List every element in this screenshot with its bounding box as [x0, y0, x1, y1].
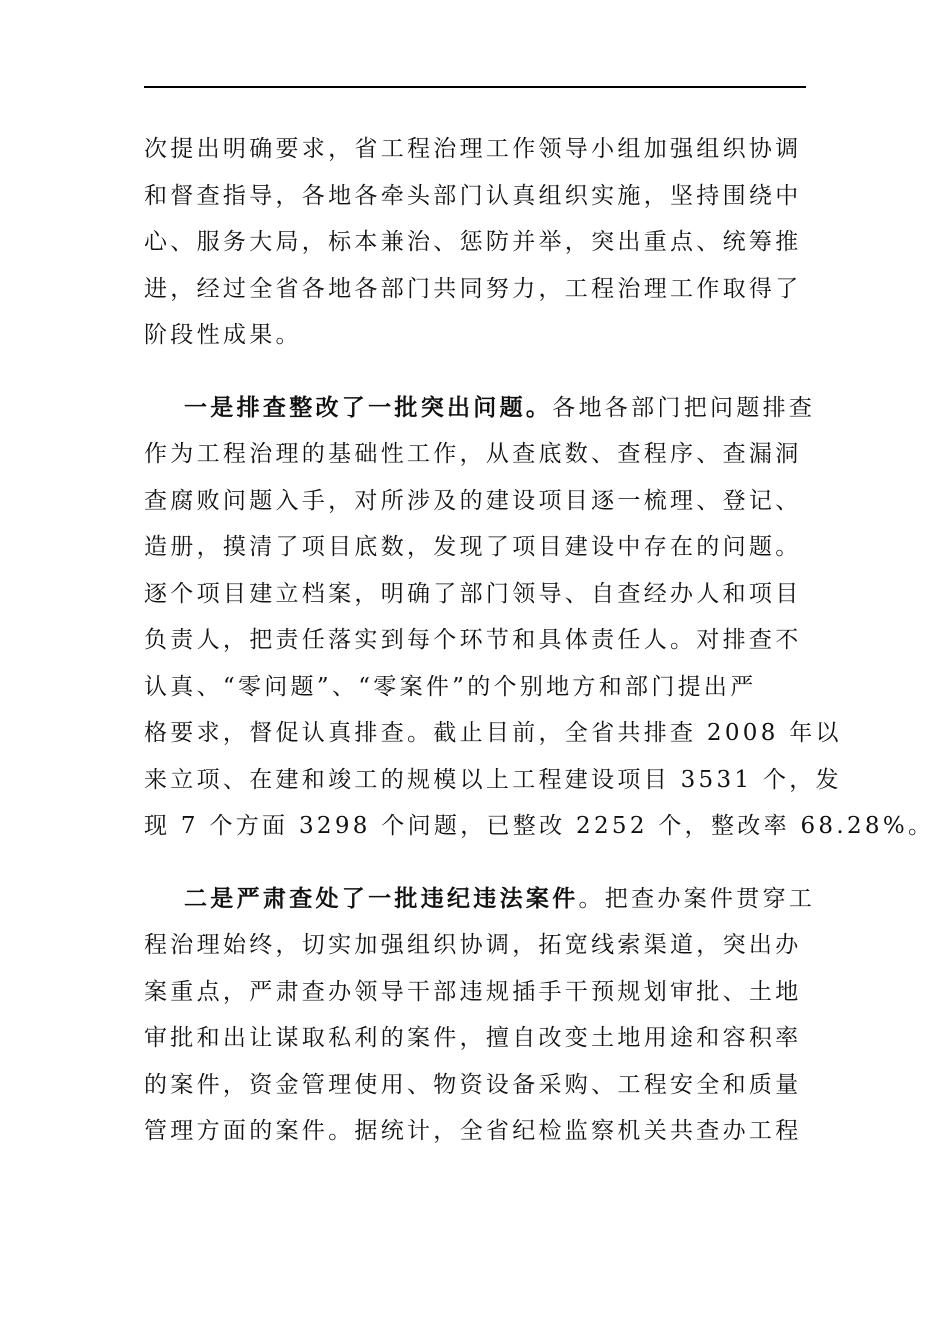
section-1-heading: 一是排查整改了一批突出问题。	[184, 393, 553, 421]
text-line: 格要求，督促认真排查。截止目前，全省共排查 2008 年以	[144, 720, 842, 746]
section-1-first-line	[144, 385, 816, 432]
text-line: 管理方面的案件。据统计，全省纪检监察机关共查办工程	[144, 1118, 802, 1144]
section-2-first-line	[144, 876, 816, 923]
section-2-first-line-text: 。把查办案件贯穿工	[578, 885, 816, 912]
section-1-first-line-text: 各地各部门把问题排查	[552, 394, 816, 421]
text-line: 阶段性成果。	[144, 322, 302, 348]
text-line: 查腐败问题入手，对所涉及的建设项目逐一梳理、登记、	[144, 487, 802, 514]
document-body	[144, 126, 935, 1155]
section-1-paragraph	[144, 385, 935, 850]
text-line: 次提出明确要求，省工程治理工作领导小组加强组织协调	[144, 136, 802, 162]
section-2-paragraph	[144, 876, 816, 1155]
intro-paragraph	[144, 126, 808, 359]
text-line: 现 7 个方面 3298 个问题，已整改 2252 个，整改率 68.28%。	[144, 813, 935, 839]
text-line: 程治理始终，切实加强组织协调，拓宽线索渠道，突出办	[144, 932, 802, 958]
section-2-heading: 二是严肃查处了一批违纪违法案件	[184, 884, 579, 912]
text-line: 负责人，把责任落实到每个环节和具体责任人。对排查不	[144, 627, 802, 653]
text-line: 逐个项目建立档案，明确了部门领导、自查经办人和项目	[144, 580, 802, 607]
text-line: 认真、“零问题”、“零案件”的个别地方和部门提出严	[144, 673, 757, 700]
text-line: 审批和出让谋取私利的案件，擅自改变土地用途和容积率	[144, 1025, 802, 1051]
text-line: 心、服务大局，标本兼治、惩防并举，突出重点、统筹推	[144, 229, 802, 255]
text-line: 作为工程治理的基础性工作，从查底数、查程序、查漏洞	[144, 441, 802, 467]
text-line: 案重点，严肃查办领导干部违规插手干预规划审批、土地	[144, 978, 802, 1005]
text-line: 来立项、在建和竣工的规模以上工程建设项目 3531 个，发	[144, 766, 842, 793]
text-line: 的案件，资金管理使用、物资设备采购、工程安全和质量	[144, 1071, 802, 1098]
text-line: 造册，摸清了项目底数，发现了项目建设中存在的问题。	[144, 534, 802, 560]
header-rule	[144, 86, 806, 88]
text-line: 和督查指导，各地各牵头部门认真组织实施，坚持围绕中	[144, 182, 802, 209]
text-line: 进，经过全省各地各部门共同努力，工程治理工作取得了	[144, 275, 802, 302]
